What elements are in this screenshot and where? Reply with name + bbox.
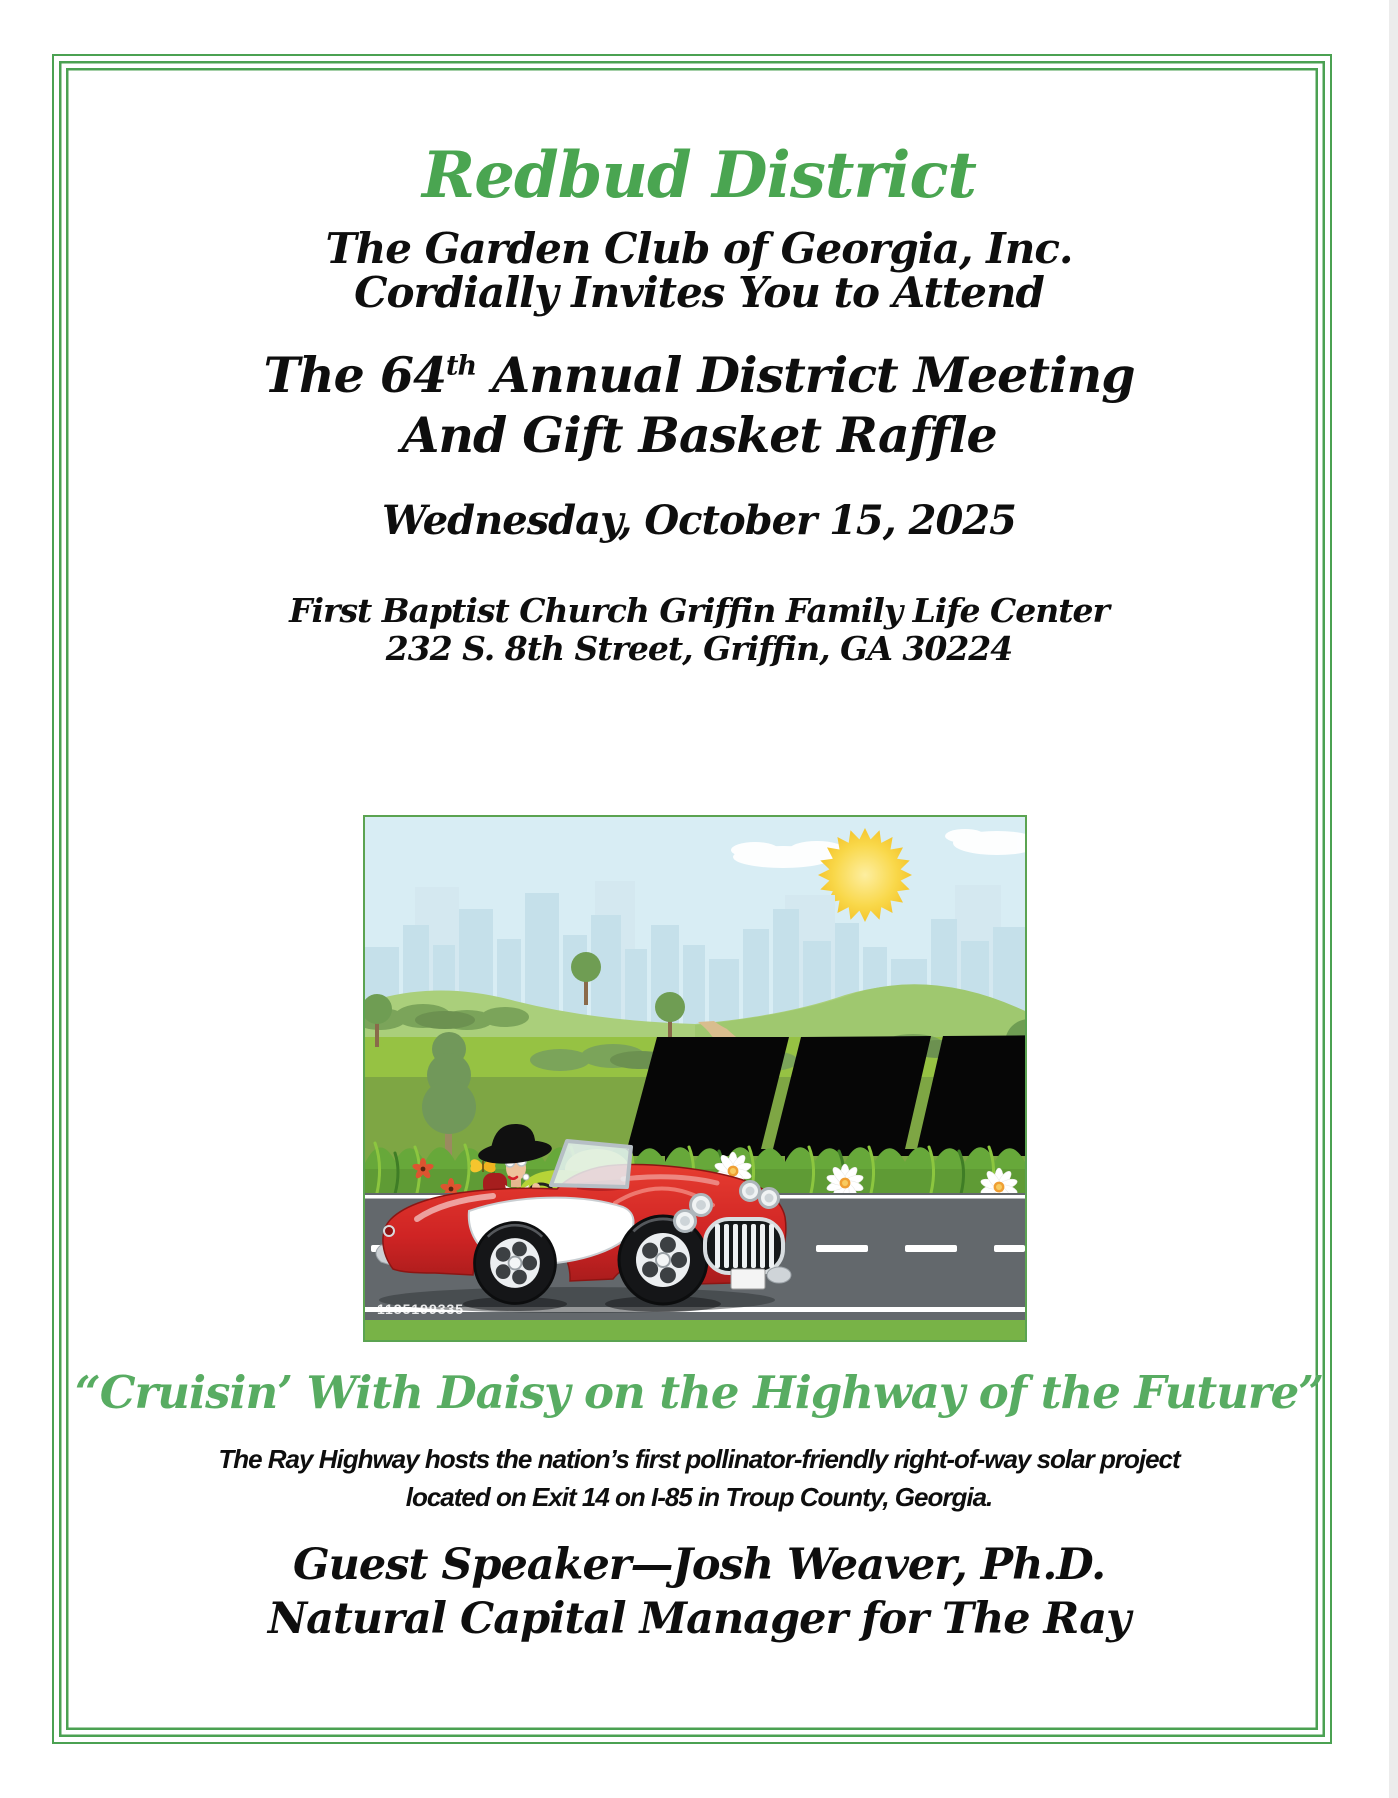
description-line2: located on Exit 14 on I-85 in Troup County, Georgia.: [405, 1482, 993, 1512]
bottom-green-strip: [365, 1320, 1025, 1340]
theme-quote: “Cruisin’ With Daisy on the Highway of the Future”: [74, 1366, 1324, 1419]
page-title: Redbud District: [422, 138, 976, 213]
venue-name: First Baptist Church Griffin Family Life Center: [289, 591, 1109, 630]
event-title-line2: And Gift Basket Raffle: [401, 406, 997, 464]
speaker-line2: Natural Capital Manager for The Ray: [267, 1594, 1131, 1644]
venue-address: 232 S. 8th Street, Griffin, GA 30224: [385, 629, 1013, 668]
watermark-text: 1185199335: [377, 1301, 465, 1317]
front-wheel: [619, 1216, 707, 1304]
event-date: Wednesday, October 15, 2025: [382, 497, 1016, 544]
event-title-line1: [0, 346, 1398, 404]
description-line1: The Ray Highway hosts the nation’s first pollinator-friendly right-of-way solar project: [218, 1444, 1180, 1474]
license-plate: [731, 1269, 765, 1289]
windshield: [551, 1141, 631, 1187]
speaker-line1: Guest Speaker—Josh Weaver, Ph.D.: [292, 1540, 1106, 1590]
event-title-pre: The 64: [263, 346, 447, 404]
event-title-post: Annual District Meeting: [476, 346, 1135, 404]
invitation-line: Cordially Invites You to Attend: [354, 268, 1044, 317]
highway-illustration: [363, 815, 1027, 1342]
rear-wheel: [475, 1223, 556, 1304]
organization-name: The Garden Club of Georgia, Inc.: [325, 224, 1073, 273]
ordinal-suffix: th: [446, 350, 477, 382]
